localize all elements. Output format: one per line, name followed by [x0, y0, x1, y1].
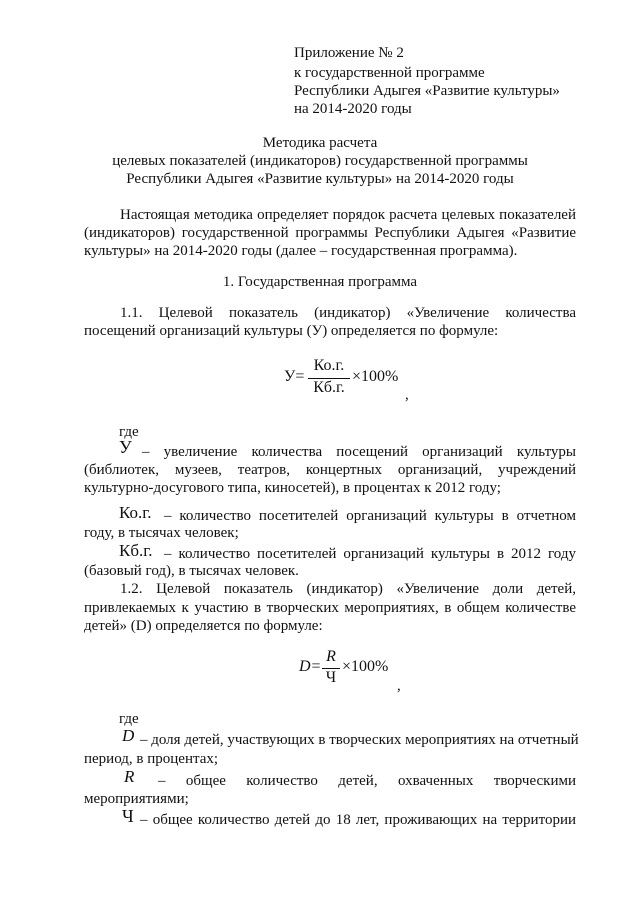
def-ko-symbol: Ко.г. [119, 503, 152, 522]
formula-d-tail: ×100% [342, 658, 389, 675]
where-2: где [119, 711, 139, 727]
def-r-symbol: R [124, 767, 135, 786]
def-ch-line-1: – общее количество детей до 18 лет, проживающих на территории [140, 812, 576, 828]
def-r-line-2: мероприятиями; [84, 791, 189, 807]
formula-d-comma: , [397, 678, 401, 694]
item-1-2-line-3: детей» (D) определяется по формуле: [84, 618, 323, 634]
title-line-2: целевых показателей (индикаторов) государственной программы [112, 153, 528, 169]
formula-d-denominator: Ч [325, 669, 337, 686]
appendix-line-4: на 2014-2020 годы [294, 101, 412, 117]
def-d-symbol: D [122, 726, 135, 745]
item-1-1-line-2: посещений организаций культуры (У) определяется по формуле: [84, 323, 499, 339]
intro-line-3: культуры» на 2014-2020 годы (далее – государственная программа). [84, 243, 518, 259]
def-ko-line-2: году, в тысячах человек; [84, 525, 239, 541]
def-d-line-1: – доля детей, участвующих в творческих мероприятиях на отчетный [140, 732, 579, 748]
appendix-line-3: Республики Адыгея «Развитие культуры» [294, 83, 560, 99]
formula-d-numerator: R [326, 648, 336, 665]
formula-u-comma: , [405, 387, 409, 403]
def-u-symbol: У [119, 437, 132, 457]
formula-u-tail: ×100% [352, 368, 399, 385]
item-1-1-line-1: 1.1. Целевой показатель (индикатор) «Увеличение количества [120, 305, 576, 321]
title-line-1: Методика расчета [262, 135, 378, 151]
def-ch-symbol: Ч [122, 806, 134, 826]
def-kb-symbol: Кб.г. [119, 541, 153, 560]
def-u-line-2: (библиотек, музеев, театров, концертных организаций, учреждений [84, 462, 576, 478]
title-line-3: Республики Адыгея «Развитие культуры» на 2014-2020 годы [126, 171, 514, 187]
def-ko-line-1: – количество посетителей организаций культуры в отчетном [164, 508, 576, 524]
formula-u-lhs: У= [284, 368, 305, 385]
def-u-line-1: – увеличение количества посещений организаций культуры [142, 444, 576, 460]
where-1: где [119, 424, 139, 440]
formula-u-denominator: Кб.г. [313, 379, 345, 396]
def-r-line-1: – общее количество детей, охваченных творческими [158, 773, 576, 789]
intro-line-2: (индикаторов) государственной программы Республики Адыгея «Развитие [84, 225, 576, 241]
def-d-line-2: период, в процентах; [84, 751, 219, 767]
intro-line-1: Настоящая методика определяет порядок расчета целевых показателей [120, 207, 576, 223]
appendix-line-1: Приложение № 2 [294, 45, 404, 61]
def-kb-line-1: – количество посетителей организаций культуры в 2012 году [164, 546, 576, 562]
section-1-heading: 1. Государственная программа [222, 274, 418, 290]
formula-u-numerator: Ко.г. [313, 357, 345, 374]
def-kb-line-2: (базовый год), в тысячах человек. [84, 563, 299, 579]
formula-d-lhs: D= [299, 658, 322, 675]
def-u-line-3: культурно-досугового типа, киносетей), в процентах к 2012 году; [84, 480, 501, 496]
appendix-line-2: к государственной программе [294, 65, 485, 81]
item-1-2-line-2: привлекаемых к участию в творческих мероприятиях, в общем количестве [84, 600, 576, 616]
item-1-2-line-1: 1.2. Целевой показатель (индикатор) «Увеличение доли детей, [120, 581, 576, 597]
